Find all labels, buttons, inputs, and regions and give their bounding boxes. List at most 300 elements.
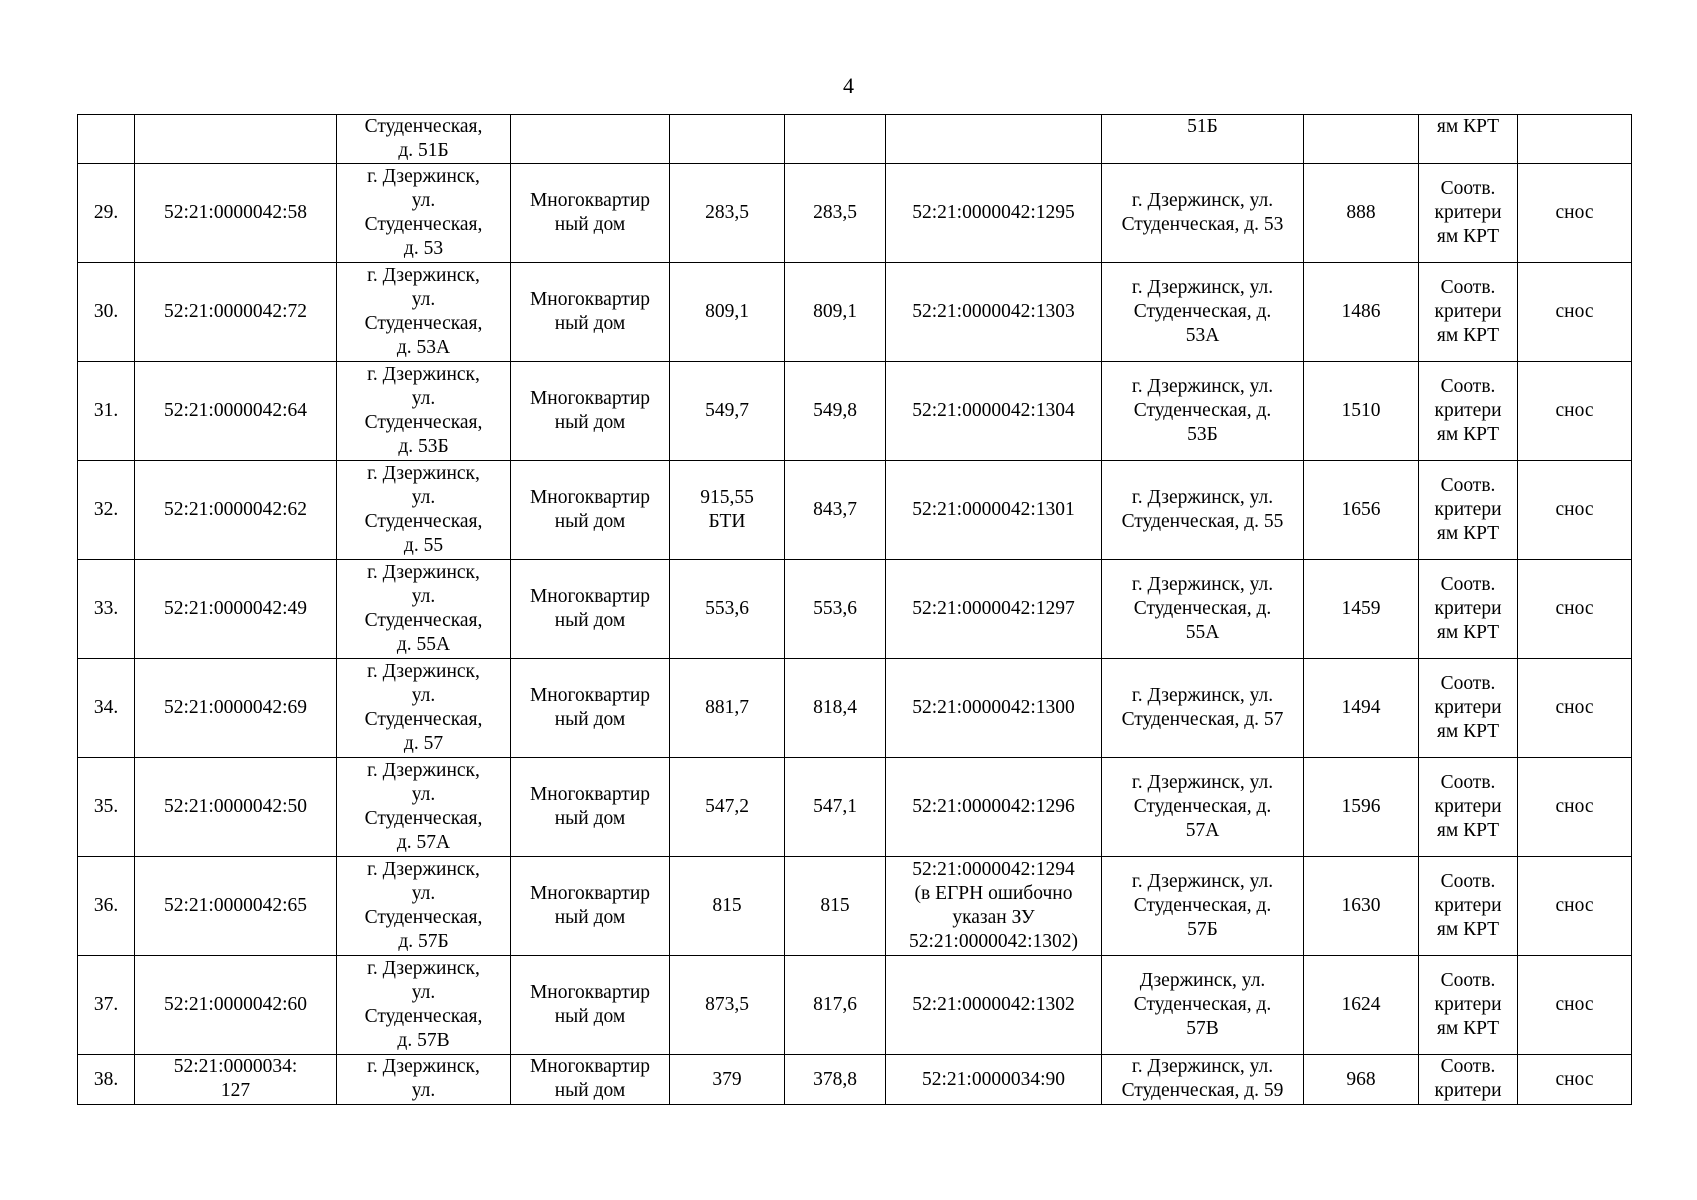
area1-line: 873,5 (705, 994, 749, 1015)
cell-criteria (1419, 362, 1518, 461)
criteria-line: ям КРТ (1436, 1018, 1500, 1039)
cell-land-area-text: 1494 (1341, 697, 1381, 718)
land-address-line: 57В (1186, 1018, 1219, 1039)
type-line: ный дом (554, 412, 626, 433)
cell-num (78, 461, 135, 560)
cell-criteria (1419, 659, 1518, 758)
address-line: д. 55А (396, 634, 451, 655)
land-cadastral-line: 52:21:0000042:1302) (909, 931, 1078, 952)
cell-num (78, 362, 135, 461)
cell-type (511, 115, 670, 164)
address-line: г. Дзержинск, (367, 760, 480, 781)
cell-action (1518, 956, 1632, 1055)
table-row (78, 758, 1632, 857)
cell-type (511, 659, 670, 758)
land-address-line: Студенческая, д. (1133, 796, 1272, 817)
area1-line: 815 (712, 895, 742, 916)
type-line: ный дом (554, 313, 626, 334)
cell-cadastral (135, 857, 337, 956)
area1-line: 881,7 (705, 697, 749, 718)
cell-land-cadastral (886, 1055, 1102, 1105)
area1-line: БТИ (708, 511, 746, 532)
address-line: г. Дзержинск, (367, 1056, 480, 1077)
address-line: д. 55 (403, 535, 444, 556)
cell-cadastral (135, 1055, 337, 1105)
cell-action (1518, 1055, 1632, 1105)
cell-num (78, 263, 135, 362)
criteria-line: критери (1434, 796, 1502, 817)
land-address-line: г. Дзержинск, ул. (1131, 190, 1274, 211)
cell-address (337, 164, 511, 263)
cell-num (78, 659, 135, 758)
cell-land-address (1102, 115, 1304, 164)
cadastral-line: 52:21:0000034: (173, 1056, 298, 1077)
cell-action-text: снос (1555, 697, 1594, 718)
cell-land-area (1304, 560, 1419, 659)
address-line: ул. (411, 784, 436, 805)
cell-land-area (1304, 659, 1419, 758)
cell-area1 (670, 857, 785, 956)
cell-land-area-text: 968 (1346, 1068, 1376, 1090)
cell-area2-text: 817,6 (813, 994, 857, 1015)
land-address-line: г. Дзержинск, ул. (1131, 772, 1274, 793)
cell-type (511, 461, 670, 560)
cell-cadastral-text: 52:21:0000042:64 (163, 400, 307, 421)
cell-cadastral (135, 362, 337, 461)
address-line: д. 57 (403, 733, 444, 754)
table-row-continuation (78, 115, 1632, 164)
address-line: г. Дзержинск, (367, 463, 480, 484)
cell-action-text: снос (1555, 400, 1594, 421)
cell-land-area-text: 888 (1346, 202, 1376, 223)
cell-cadastral (135, 115, 337, 164)
cell-area2 (785, 164, 886, 263)
cell-land-cadastral (886, 362, 1102, 461)
address-line: ул. (411, 586, 436, 607)
land-cadastral-line: 52:21:0000042:1302 (912, 994, 1075, 1015)
cell-criteria (1419, 164, 1518, 263)
address-line: Студенческая, (364, 116, 483, 137)
cell-criteria (1419, 857, 1518, 956)
cell-action-text: снос (1555, 994, 1594, 1015)
cell-criteria (1419, 956, 1518, 1055)
cell-area1 (670, 956, 785, 1055)
cell-action-text: снос (1555, 598, 1594, 619)
type-line: ный дом (554, 907, 626, 928)
land-cadastral-line: 52:21:0000042:1295 (912, 202, 1075, 223)
cell-num-text: 31. (93, 400, 119, 421)
table-row (78, 560, 1632, 659)
cell-num (78, 115, 135, 164)
cell-num-text: 30. (93, 301, 119, 322)
cell-land-address (1102, 164, 1304, 263)
cell-criteria (1419, 115, 1518, 164)
criteria-line: ям КРТ (1436, 820, 1500, 841)
cell-area2-text: 547,1 (813, 796, 857, 817)
cell-land-area (1304, 857, 1419, 956)
address-line: ул. (411, 982, 436, 1003)
criteria-line: ям КРТ (1436, 523, 1500, 544)
address-line: Студенческая, (364, 1006, 483, 1027)
address-line: Студенческая, (364, 907, 483, 928)
cell-land-address (1102, 560, 1304, 659)
criteria-line: ям КРТ (1436, 325, 1500, 346)
cell-land-cadastral (886, 461, 1102, 560)
land-address-line: г. Дзержинск, ул. (1131, 376, 1274, 397)
cell-type (511, 956, 670, 1055)
land-address-line: 57А (1185, 820, 1220, 841)
cell-cadastral (135, 758, 337, 857)
cell-cadastral (135, 659, 337, 758)
type-line: Многоквартир (529, 1056, 651, 1077)
criteria-line: Соотв. (1440, 475, 1496, 496)
cell-type (511, 1055, 670, 1105)
land-cadastral-line: 52:21:0000042:1303 (912, 301, 1075, 322)
cell-num-text: 29. (93, 202, 119, 223)
cell-area2 (785, 956, 886, 1055)
table-row (78, 263, 1632, 362)
cell-cadastral-text: 52:21:0000042:58 (163, 202, 307, 223)
cell-area2-text: 843,7 (813, 499, 857, 520)
address-line: Студенческая, (364, 610, 483, 631)
type-line: ный дом (554, 709, 626, 730)
land-address-line: Студенческая, д. (1133, 895, 1272, 916)
criteria-line: ям КРТ (1436, 622, 1500, 643)
area1-line: 283,5 (705, 202, 749, 223)
address-line: г. Дзержинск, (367, 166, 480, 187)
land-address-line: Студенческая, д. (1133, 400, 1272, 421)
cell-land-area (1304, 956, 1419, 1055)
cell-num-text: 33. (93, 598, 119, 619)
cell-cadastral-text: 52:21:0000042:49 (163, 598, 307, 619)
land-address-line: Студенческая, д. 55 (1121, 511, 1284, 532)
address-line: д. 53 (403, 238, 444, 259)
cell-address (337, 857, 511, 956)
cell-area2 (785, 362, 886, 461)
land-address-line: г. Дзержинск, ул. (1131, 277, 1274, 298)
criteria-line: ям КРТ (1436, 919, 1500, 940)
address-line: Студенческая, (364, 214, 483, 235)
cell-area1 (670, 115, 785, 164)
type-line: ный дом (554, 511, 626, 532)
land-cadastral-line: 52:21:0000042:1296 (912, 796, 1075, 817)
criteria-line: критери (1434, 1080, 1502, 1101)
cell-action-text: снос (1555, 895, 1594, 916)
cell-address (337, 758, 511, 857)
cell-area2 (785, 758, 886, 857)
cell-criteria (1419, 1055, 1518, 1105)
cell-area2-text: 818,4 (813, 697, 857, 718)
land-address-line: г. Дзержинск, ул. (1131, 685, 1274, 706)
cell-land-area-text: 1656 (1341, 499, 1381, 520)
address-line: г. Дзержинск, (367, 265, 480, 286)
cell-area1 (670, 461, 785, 560)
registry-table (77, 114, 1632, 1105)
cell-action-text: снос (1555, 202, 1594, 223)
cell-cadastral (135, 461, 337, 560)
cell-action (1518, 362, 1632, 461)
cell-action (1518, 115, 1632, 164)
cell-area2-text: 815 (820, 895, 850, 916)
cell-num-text: 35. (93, 796, 119, 817)
address-line: Студенческая, (364, 808, 483, 829)
criteria-line: ям КРТ (1436, 116, 1500, 137)
cell-land-cadastral (886, 164, 1102, 263)
cell-area1 (670, 362, 785, 461)
table-row (78, 857, 1632, 956)
cell-area1 (670, 1055, 785, 1105)
cell-area2 (785, 1055, 886, 1105)
cell-land-address (1102, 758, 1304, 857)
cell-cadastral-text: 52:21:0000042:65 (163, 895, 307, 916)
cell-action-text: снос (1555, 796, 1594, 817)
cell-num (78, 956, 135, 1055)
address-line: г. Дзержинск, (367, 859, 480, 880)
cell-land-area (1304, 164, 1419, 263)
type-line: Многоквартир (529, 883, 651, 904)
address-line: д. 57Б (398, 931, 449, 952)
type-line: ный дом (554, 1080, 626, 1101)
address-line: д. 53Б (398, 436, 449, 457)
type-line: ный дом (554, 808, 626, 829)
cell-area2-text: 283,5 (813, 202, 857, 223)
table-row (78, 659, 1632, 758)
land-address-line: г. Дзержинск, ул. (1131, 574, 1274, 595)
cell-land-cadastral (886, 263, 1102, 362)
land-cadastral-line: 52:21:0000042:1294 (912, 859, 1075, 880)
cell-area1 (670, 659, 785, 758)
cell-land-cadastral (886, 857, 1102, 956)
cell-cadastral (135, 263, 337, 362)
type-line: Многоквартир (529, 784, 651, 805)
cell-land-area-text: 1510 (1341, 400, 1381, 421)
address-line: ул. (411, 190, 436, 211)
criteria-line: ям КРТ (1436, 424, 1500, 445)
type-line: Многоквартир (529, 982, 651, 1003)
cell-action (1518, 263, 1632, 362)
cell-cadastral (135, 560, 337, 659)
cell-area2 (785, 461, 886, 560)
cell-land-area-text: 1459 (1341, 598, 1381, 619)
type-line: ный дом (554, 1006, 626, 1027)
address-line: д. 57В (397, 1030, 450, 1051)
cell-area2 (785, 659, 886, 758)
cell-area2 (785, 857, 886, 956)
criteria-line: Соотв. (1440, 1056, 1496, 1077)
cell-land-cadastral (886, 115, 1102, 164)
cell-address (337, 263, 511, 362)
cell-num (78, 758, 135, 857)
cell-land-address (1102, 659, 1304, 758)
cell-num-text: 36. (93, 895, 119, 916)
address-line: Студенческая, (364, 709, 483, 730)
cell-land-area-text: 1630 (1341, 895, 1381, 916)
cell-land-area-text: 1596 (1341, 796, 1381, 817)
criteria-line: Соотв. (1440, 574, 1496, 595)
land-cadastral-line: 52:21:0000042:1301 (912, 499, 1075, 520)
criteria-line: критери (1434, 697, 1502, 718)
land-cadastral-line: 52:21:0000042:1297 (912, 598, 1075, 619)
type-line: Многоквартир (529, 190, 651, 211)
land-address-line: 51Б (1187, 116, 1218, 137)
area1-line: 547,2 (705, 796, 749, 817)
cell-address (337, 461, 511, 560)
criteria-line: ям КРТ (1436, 226, 1500, 247)
cell-num-text: 38. (93, 1068, 119, 1090)
cell-num (78, 560, 135, 659)
cell-land-area (1304, 758, 1419, 857)
land-address-line: Студенческая, д. (1133, 598, 1272, 619)
cell-address (337, 956, 511, 1055)
cell-type (511, 362, 670, 461)
address-line: г. Дзержинск, (367, 661, 480, 682)
criteria-line: Соотв. (1440, 970, 1496, 991)
type-line: ный дом (554, 214, 626, 235)
cell-type (511, 164, 670, 263)
cadastral-line: 127 (220, 1080, 251, 1101)
cell-cadastral-text: 52:21:0000042:50 (163, 796, 307, 817)
land-address-line: г. Дзержинск, ул. (1131, 871, 1274, 892)
cell-land-area (1304, 1055, 1419, 1105)
address-line: д. 51Б (398, 140, 449, 161)
cell-action-text: снос (1555, 301, 1594, 322)
cell-area2-text: 378,8 (813, 1068, 857, 1090)
cell-num-text: 34. (93, 697, 119, 718)
cell-land-area-text: 1486 (1341, 301, 1381, 322)
land-address-line: 53Б (1187, 424, 1218, 445)
cell-land-address (1102, 956, 1304, 1055)
cell-type (511, 857, 670, 956)
address-line: ул. (411, 388, 436, 409)
table-row (78, 164, 1632, 263)
cell-area2 (785, 263, 886, 362)
cell-land-cadastral (886, 659, 1102, 758)
land-address-line: Студенческая, д. (1133, 301, 1272, 322)
address-line: ул. (411, 289, 436, 310)
cell-cadastral-text: 52:21:0000042:69 (163, 697, 307, 718)
cell-criteria (1419, 758, 1518, 857)
cell-criteria (1419, 263, 1518, 362)
cell-area2 (785, 560, 886, 659)
land-cadastral-line: указан ЗУ (952, 907, 1035, 928)
cell-area2-text: 553,6 (813, 598, 857, 619)
address-line: д. 57А (396, 832, 451, 853)
cell-land-cadastral (886, 560, 1102, 659)
address-line: ул. (411, 883, 436, 904)
cell-num-text: 37. (93, 994, 119, 1015)
area1-line: 809,1 (705, 301, 749, 322)
cell-area1 (670, 560, 785, 659)
cell-land-area (1304, 115, 1419, 164)
table-row (78, 461, 1632, 560)
criteria-line: Соотв. (1440, 871, 1496, 892)
type-line: Многоквартир (529, 289, 651, 310)
cell-land-area (1304, 461, 1419, 560)
cell-cadastral-text: 52:21:0000042:62 (163, 499, 307, 520)
cell-land-cadastral (886, 758, 1102, 857)
criteria-line: критери (1434, 598, 1502, 619)
cell-land-address (1102, 461, 1304, 560)
cell-action-text: снос (1555, 499, 1594, 520)
criteria-line: критери (1434, 400, 1502, 421)
cell-area2-text: 549,8 (813, 400, 857, 421)
cell-action (1518, 758, 1632, 857)
cell-action (1518, 560, 1632, 659)
criteria-line: критери (1434, 301, 1502, 322)
land-address-line: 55А (1185, 622, 1220, 643)
land-address-line: Студенческая, д. 57 (1121, 709, 1284, 730)
cell-type (511, 560, 670, 659)
cell-area2-text: 809,1 (813, 301, 857, 322)
land-address-line: Студенческая, д. (1133, 994, 1272, 1015)
criteria-line: критери (1434, 895, 1502, 916)
table-row (78, 956, 1632, 1055)
cell-area1 (670, 263, 785, 362)
land-address-line: 53А (1185, 325, 1220, 346)
cell-address (337, 560, 511, 659)
address-line: Студенческая, (364, 412, 483, 433)
type-line: Многоквартир (529, 487, 651, 508)
land-address-line: Студенческая, д. 59 (1121, 1080, 1284, 1101)
cell-action (1518, 461, 1632, 560)
address-line: ул. (411, 487, 436, 508)
cell-cadastral-text: 52:21:0000042:60 (163, 994, 307, 1015)
criteria-line: Соотв. (1440, 277, 1496, 298)
cell-land-address (1102, 1055, 1304, 1105)
land-address-line: г. Дзержинск, ул. (1131, 487, 1274, 508)
type-line: ный дом (554, 610, 626, 631)
cell-action-text: снос (1555, 1068, 1594, 1090)
criteria-line: критери (1434, 994, 1502, 1015)
cell-criteria (1419, 461, 1518, 560)
land-cadastral-line: 52:21:0000042:1304 (912, 400, 1075, 421)
address-line: г. Дзержинск, (367, 364, 480, 385)
criteria-line: Соотв. (1440, 178, 1496, 199)
address-line: Студенческая, (364, 511, 483, 532)
criteria-line: критери (1434, 499, 1502, 520)
address-line: ул. (411, 685, 436, 706)
criteria-line: ям КРТ (1436, 721, 1500, 742)
cell-land-address (1102, 857, 1304, 956)
area1-line: 553,6 (705, 598, 749, 619)
cell-criteria (1419, 560, 1518, 659)
cell-action (1518, 164, 1632, 263)
address-line: Студенческая, (364, 313, 483, 334)
land-address-line: 57Б (1187, 919, 1218, 940)
area1-line: 549,7 (705, 400, 749, 421)
cell-land-address (1102, 263, 1304, 362)
cell-type (511, 263, 670, 362)
page-number: 4 (843, 73, 854, 98)
criteria-line: Соотв. (1440, 772, 1496, 793)
cell-num-text: 32. (93, 499, 119, 520)
table-body (78, 115, 1632, 1105)
cell-cadastral-text: 52:21:0000042:72 (163, 301, 307, 322)
address-line: г. Дзержинск, (367, 958, 480, 979)
cell-action (1518, 857, 1632, 956)
criteria-line: Соотв. (1440, 376, 1496, 397)
criteria-line: Соотв. (1440, 673, 1496, 694)
cell-cadastral (135, 164, 337, 263)
type-line: Многоквартир (529, 586, 651, 607)
table-row (78, 1055, 1632, 1105)
cell-land-cadastral-text: 52:21:0000034:90 (921, 1068, 1065, 1090)
address-line: г. Дзержинск, (367, 562, 480, 583)
address-line: ул. (411, 1080, 436, 1101)
cell-address (337, 115, 511, 164)
land-address-line: г. Дзержинск, ул. (1131, 1056, 1274, 1077)
land-address-line: Дзержинск, ул. (1139, 970, 1266, 991)
